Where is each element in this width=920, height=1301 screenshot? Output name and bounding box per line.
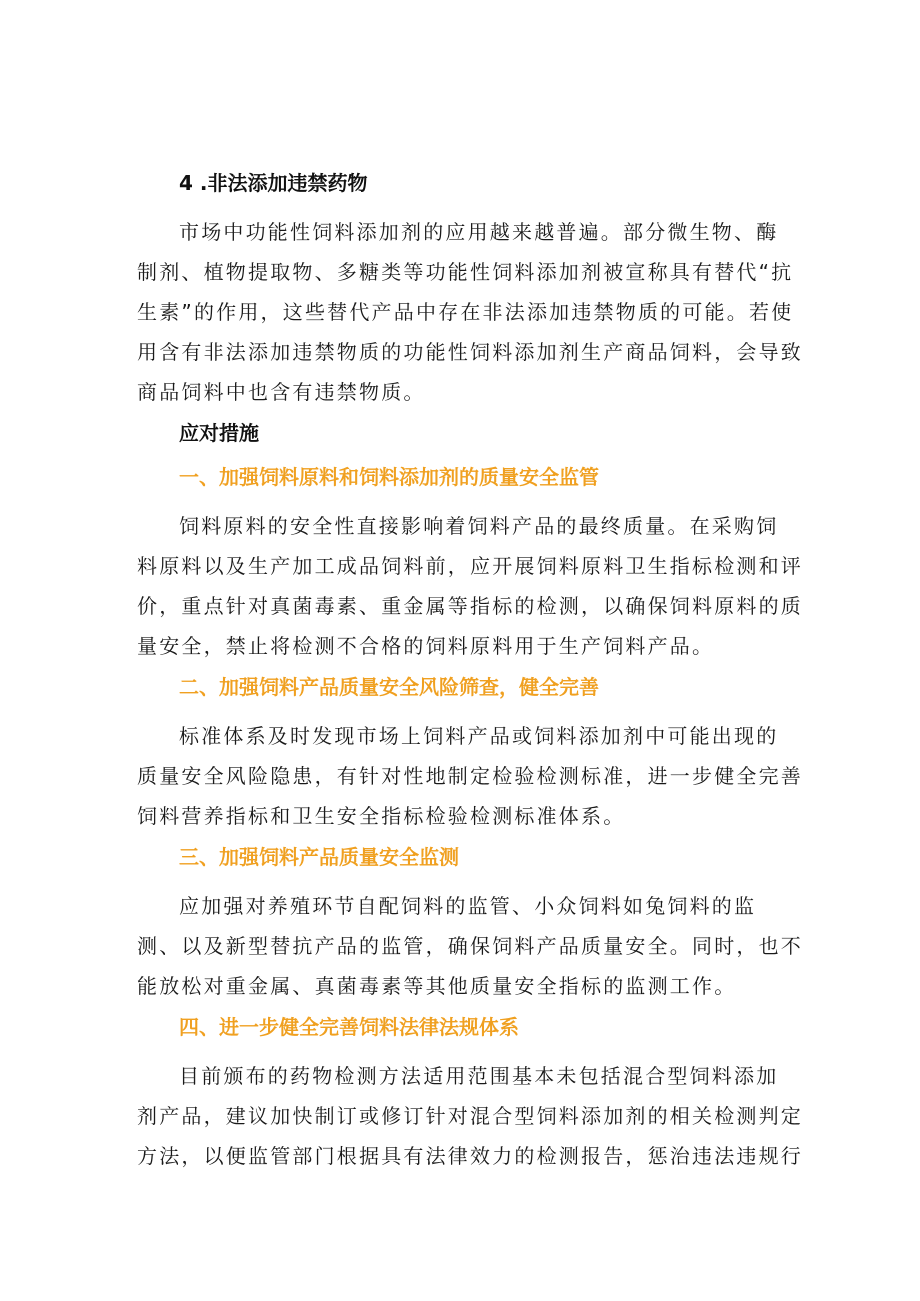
paragraph-line: 标准体系及时发现市场上饲料产品或饲料添加剂中可能出现的 [179, 724, 779, 748]
section4-title: 4 .非法添加违禁药物 [179, 171, 368, 195]
measure3-body [137, 886, 803, 1006]
paragraph-line: 饲料原料的安全性直接影响着饲料产品的最终质量。在采购饲 [179, 514, 779, 538]
measure2-title: 二、加强饲料产品质量安全风险筛查，健全完善 [179, 675, 599, 699]
paragraph-line: 商品饲料中也含有违禁物质。 [137, 380, 426, 404]
measure1-body [137, 506, 803, 666]
measure4-body [137, 1056, 803, 1176]
paragraph-line: 用含有非法添加违禁物质的功能性饲料添加剂生产商品饲料，会导致 [137, 340, 803, 364]
measure3-title: 三、加强饲料产品质量安全监测 [179, 845, 459, 869]
paragraph-line: 方法，以便监管部门根据具有法律效力的检测报告，惩治违法违规行 [137, 1144, 803, 1168]
paragraph-line: 剂产品，建议加快制订或修订针对混合型饲料添加剂的相关检测判定 [137, 1104, 803, 1128]
paragraph-line: 目前颁布的药物检测方法适用范围基本未包括混合型饲料添加 [179, 1064, 779, 1088]
paragraph-line: 生素”的作用，这些替代产品中存在非法添加违禁物质的可能。若使 [137, 300, 794, 324]
section4-body [137, 212, 803, 412]
measure1-title: 一、加强饲料原料和饲料添加剂的质量安全监管 [179, 465, 599, 489]
paragraph-line: 饲料营养指标和卫生安全指标检验检测标准体系。 [137, 804, 626, 828]
paragraph-line: 价，重点针对真菌毒素、重金属等指标的检测，以确保饲料原料的质 [137, 594, 803, 618]
measure4-title: 四、进一步健全完善饲料法律法规体系 [179, 1015, 519, 1039]
paragraph-line: 能放松对重金属、真菌毒素等其他质量安全指标的监测工作。 [137, 974, 737, 998]
document-content [137, 168, 803, 1182]
paragraph-line: 量安全，禁止将检测不合格的饲料原料用于生产饲料产品。 [137, 634, 715, 658]
paragraph-line: 制剂、植物提取物、多糖类等功能性饲料添加剂被宣称具有替代“抗 [137, 260, 794, 284]
paragraph-line: 质量安全风险隐患，有针对性地制定检验检测标准，进一步健全完善 [137, 764, 803, 788]
paragraph-line: 测、以及新型替抗产品的监管，确保饲料产品质量安全。同时，也不 [137, 934, 803, 958]
paragraph-line: 市场中功能性饲料添加剂的应用越来越普遍。部分微生物、酶 [179, 220, 779, 244]
measure2-body [137, 716, 803, 836]
paragraph-line: 应加强对养殖环节自配饲料的监管、小众饲料如兔饲料的监 [179, 894, 757, 918]
measures-title: 应对措施 [179, 421, 259, 445]
paragraph-line: 料原料以及生产加工成品饲料前，应开展饲料原料卫生指标检测和评 [137, 554, 803, 578]
